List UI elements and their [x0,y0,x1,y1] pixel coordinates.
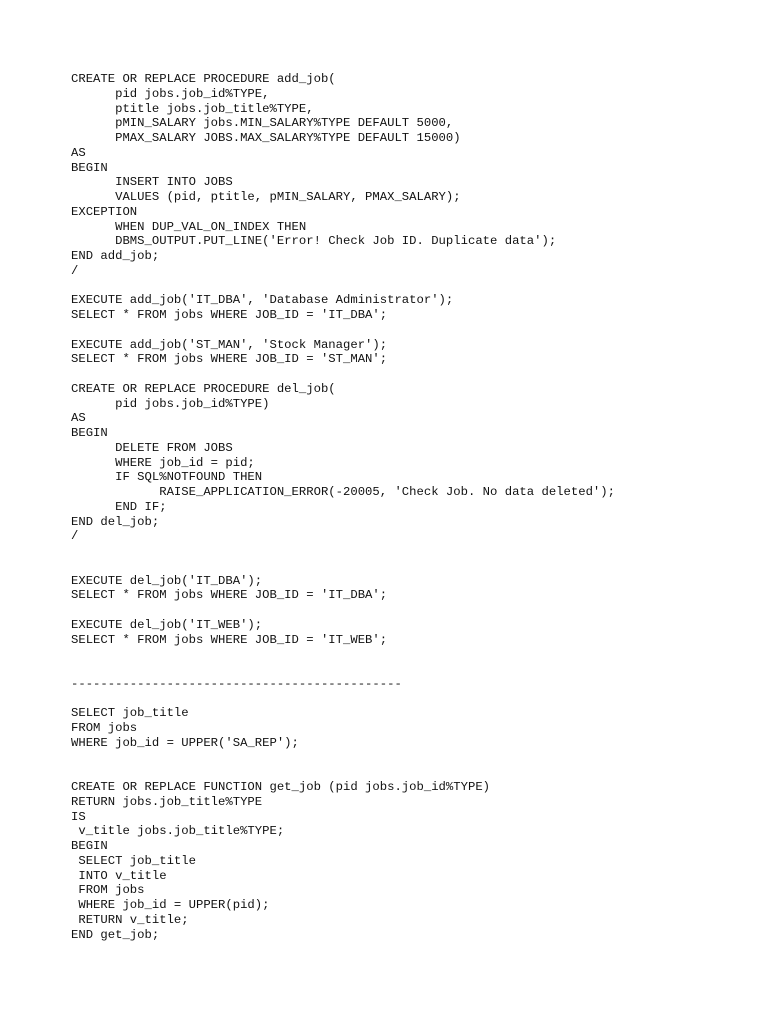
code-line [71,323,615,338]
code-line: RETURN v_title; [71,912,189,927]
code-line: AS [71,411,86,426]
code-line: VALUES (pid, ptitle, pMIN_SALARY, PMAX_SALARY); [71,190,461,204]
code-line: SELECT job_title [71,706,189,721]
code-line: END IF; [71,499,167,514]
code-line [71,647,615,662]
code-line [71,544,615,559]
code-line: pid jobs.job_id%TYPE) [71,396,270,411]
code-line: v_title jobs.job_title%TYPE; [71,824,285,839]
code-line [71,692,615,707]
code-line: SELECT * FROM jobs WHERE JOB_ID = 'IT_WEB'; [71,632,388,647]
code-line: CREATE OR REPLACE PROCEDURE add_job( [71,72,336,86]
code-line: WHERE job_id = UPPER('SA_REP'); [71,735,299,750]
code-line: CREATE OR REPLACE FUNCTION get_job (pid jobs.job_id%TYPE) [71,780,491,794]
code-listing [71,72,615,942]
code-line [71,765,615,780]
code-line: SELECT * FROM jobs WHERE JOB_ID = 'IT_DBA'; [71,308,388,322]
code-line: END del_job; [71,514,160,529]
code-line: ptitle jobs.job_title%TYPE, [71,101,314,116]
code-line: BEGIN [71,839,108,853]
code-line: EXECUTE add_job('IT_DBA', 'Database Administrator'); [71,293,454,308]
code-line: pid jobs.job_id%TYPE, [71,86,270,101]
code-line: / [71,263,79,278]
code-line: WHERE job_id = pid; [71,455,255,470]
code-line: EXCEPTION [71,204,138,219]
code-line: INTO v_title [71,868,167,883]
code-line: PMAX_SALARY JOBS.MAX_SALARY%TYPE DEFAULT 15000) [71,131,461,145]
code-line: WHERE job_id = UPPER(pid); [71,898,270,912]
code-line: / [71,529,79,544]
code-line [71,279,615,294]
code-line: SELECT job_title [71,853,196,868]
code-line: IF SQL%NOTFOUND THEN [71,470,263,485]
code-line [71,603,615,618]
code-line: EXECUTE del_job('IT_WEB'); [71,617,263,632]
code-line: IS [71,809,86,824]
code-line [71,751,615,766]
code-line: SELECT * FROM jobs WHERE JOB_ID = 'ST_MAN'; [71,352,388,367]
code-line: EXECUTE add_job('ST_MAN', 'Stock Manager'); [71,337,388,352]
code-line: RETURN jobs.job_title%TYPE [71,794,263,809]
code-line [71,559,615,574]
code-line: FROM jobs [71,883,145,898]
code-line: FROM jobs [71,721,138,735]
code-line: BEGIN [71,160,108,175]
code-line: END add_job; [71,249,160,263]
code-line: DBMS_OUTPUT.PUT_LINE('Error! Check Job ID. Duplicate data'); [71,234,557,249]
code-line: AS [71,145,86,160]
code-line: EXECUTE del_job('IT_DBA'); [71,573,263,588]
code-line [71,662,615,677]
code-line: DELETE FROM JOBS [71,440,233,455]
code-line: RAISE_APPLICATION_ERROR(-20005, 'Check Job. No data deleted'); [71,485,615,499]
code-line: --------------------------------------------- [71,676,402,691]
code-line: BEGIN [71,426,108,440]
code-line: pMIN_SALARY jobs.MIN_SALARY%TYPE DEFAULT 5000, [71,116,454,131]
code-line: CREATE OR REPLACE PROCEDURE del_job( [71,381,336,396]
code-line [71,367,615,382]
code-line: SELECT * FROM jobs WHERE JOB_ID = 'IT_DBA'; [71,588,388,603]
code-line: INSERT INTO JOBS [71,175,233,190]
code-line: WHEN DUP_VAL_ON_INDEX THEN [71,219,307,234]
code-line: END get_job; [71,927,160,942]
